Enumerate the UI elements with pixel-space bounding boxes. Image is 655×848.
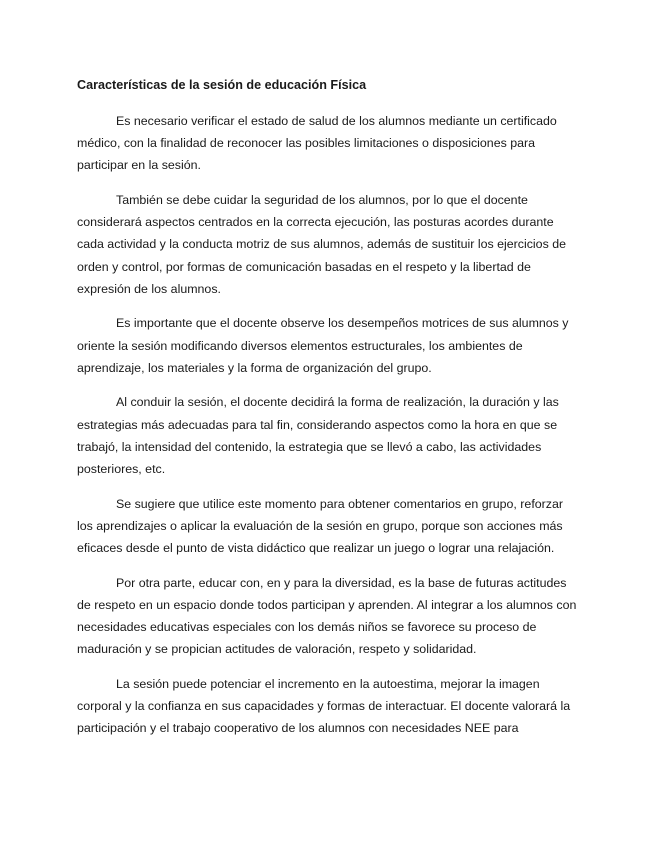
paragraph: Es necesario verificar el estado de salud de los alumnos mediante un certificado médico, con la finalidad de reconocer las posibles limitaciones o disposiciones para participar en la sesión. bbox=[77, 114, 557, 173]
paragraph: La sesión puede potenciar el incremento en la autoestima, mejorar la imagen corporal y la confianza en sus capacidades y formas de interactuar. El docente valorará la participación y el trabajo cooperativo de los alumnos con necesidades NEE para bbox=[77, 676, 571, 736]
paragraph: Se sugiere que utilice este momento para obtener comentarios en grupo, reforzar los aprendizajes o aplicar la evaluación de la sesión en grupo, porque son acciones más eficaces desde el punto de vista didáctico que realizar un juego o lograr una relajación. bbox=[77, 496, 564, 556]
document-body bbox=[77, 74, 579, 752]
paragraph: Por otra parte, educar con, en y para la diversidad, es la base de futuras actitudes de respeto en un espacio donde todos participan y aprenden. Al integrar a los alumnos con necesidades educativas especiales con los demás niños se favorece su proceso de maduración y se propician actitudes de valoración, respeto y solidaridad. bbox=[77, 575, 577, 657]
paragraph: Es importante que el docente observe los desempeños motrices de sus alumnos y oriente la sesión modificando diversos elementos estructurales, los ambientes de aprendizaje, los materiales y la forma de organización del grupo. bbox=[77, 316, 569, 375]
document-title: Características de la sesión de educación Física bbox=[77, 78, 367, 92]
paragraph: También se debe cuidar la seguridad de los alumnos, por lo que el docente considerará aspectos centrados en la correcta ejecución, las posturas acordes durante cada actividad y la conducta motriz de sus alumnos, además de sustituir los ejercicios de orden y control, por formas de comunicación basadas en el respeto y la libertad de expresión de los alumnos. bbox=[77, 193, 566, 296]
paragraph: Al conduir la sesión, el docente decidirá la forma de realización, la duración y las estrategias más adecuadas para tal fin, considerando aspectos como la hora en que se trabajó, la intensidad del contenido, la estrategia que se llevó a cabo, las actividades posteriores, etc. bbox=[77, 395, 559, 477]
